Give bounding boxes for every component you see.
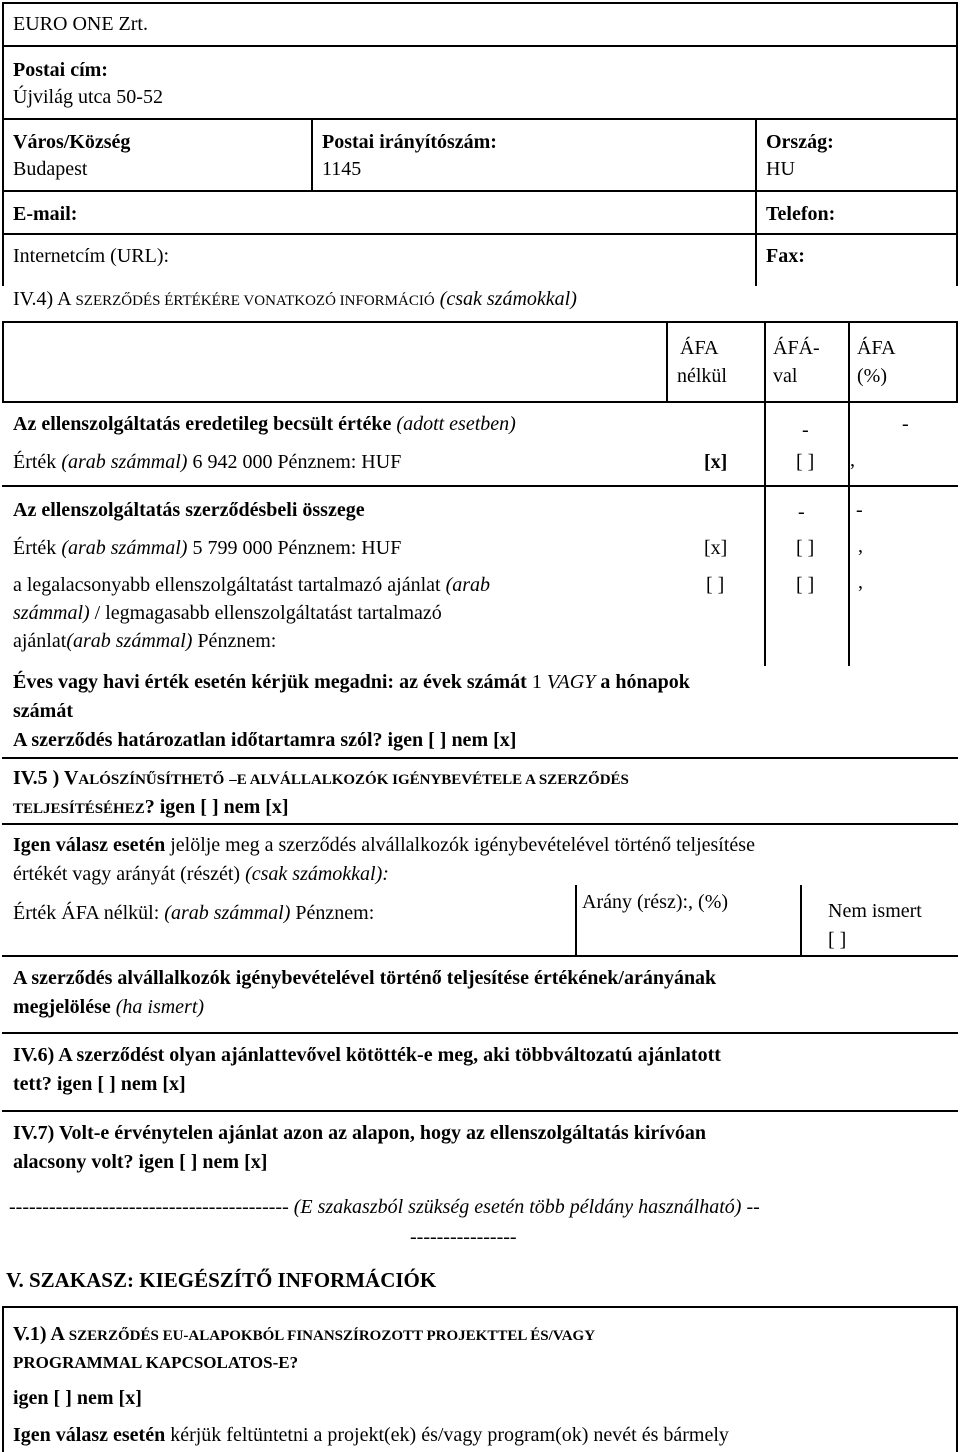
range-line-2 bbox=[13, 603, 442, 623]
frame-top bbox=[2, 2, 958, 4]
contract-value-label: Az ellenszolgáltatás szerződésbeli összege bbox=[13, 499, 365, 521]
v1-title-a: A bbox=[50, 1323, 64, 1345]
annual-line-1 bbox=[13, 672, 690, 692]
range-no-vat-checkbox[interactable]: [ ] bbox=[706, 574, 725, 596]
iv5-answer: ? igen [ ] nem [x] bbox=[144, 796, 289, 818]
v1-yes-line bbox=[13, 1425, 729, 1445]
col-no-vat-left bbox=[666, 321, 668, 401]
v1-title: SZERZŐDÉS EU-ALAPOKBÓL FINANSZÍROZOTT PROJEKTTEL ÉS/VAGY bbox=[68, 1328, 596, 1344]
iv5-yes-text: jelölje meg a szerződés alvállalkozók igénybevételével történő teljesítése bbox=[170, 834, 755, 856]
separator-line-1 bbox=[9, 1197, 760, 1217]
estimated-dash-pct: - bbox=[902, 413, 909, 435]
col-pct-left bbox=[848, 321, 850, 666]
annual-line-2: számát bbox=[13, 700, 73, 722]
range-line-3-text: ajánlat bbox=[13, 630, 67, 652]
rule-after-city bbox=[2, 190, 958, 192]
iv4-number: IV.4) bbox=[13, 288, 54, 310]
range-line-3-note: (arab számmal) bbox=[66, 630, 193, 652]
estimated-value-label bbox=[13, 414, 516, 434]
v1-yes-text: kérjük feltüntetni a projekt(ek) és/vagy program(ok) nevét és bármely bbox=[170, 1424, 729, 1446]
rule-v-left bbox=[2, 1306, 4, 1452]
col-header-with-vat-1: ÁFÁ- bbox=[773, 337, 820, 359]
estimated-no-vat-checkbox[interactable]: [x] bbox=[704, 451, 728, 473]
v1-yes-bold: Igen válasz esetén bbox=[13, 1424, 166, 1446]
value-note: (arab számmal) bbox=[61, 451, 188, 473]
iv5-title-a: V bbox=[63, 767, 79, 789]
v1-answer: igen [ ] nem [x] bbox=[13, 1387, 142, 1409]
col-header-pct-1: ÁFA bbox=[857, 337, 896, 359]
iv5-unknown-checkbox[interactable]: [ ] bbox=[828, 929, 847, 951]
zip-label: Postai irányítószám: bbox=[322, 131, 497, 153]
iv5-heading-line-2 bbox=[13, 797, 289, 817]
city-label: Város/Község bbox=[13, 131, 131, 153]
iv5-mark-line-1: A szerződés alvállalkozók igénybevételével történő teljesítése értékének/arányának bbox=[13, 967, 717, 989]
rule-after-address bbox=[2, 118, 958, 120]
iv5-mark-line-2 bbox=[13, 997, 204, 1017]
iv4-title: SZERZŐDÉS ÉRTÉKÉRE VONATKOZÓ INFORMÁCIÓ bbox=[75, 293, 435, 309]
iv5-ratio-divider bbox=[575, 885, 577, 956]
annual-text: Éves vagy havi érték esetén kérjük megadni: az évek számát bbox=[13, 671, 527, 693]
rule-before-iv6 bbox=[2, 1032, 958, 1034]
iv5-value-currency: Pénznem: bbox=[295, 902, 375, 924]
estimated-label-text: Az ellenszolgáltatás eredetileg becsült értéke bbox=[13, 413, 392, 435]
estimated-comma: , bbox=[850, 449, 855, 471]
col-header-no-vat-1: ÁFA bbox=[680, 337, 719, 359]
iv5-mark-bold: megjelölése bbox=[13, 996, 111, 1018]
rule-iv5-value-bottom bbox=[2, 955, 958, 957]
col-header-with-vat-2: val bbox=[773, 365, 798, 387]
v1-number: V.1) bbox=[13, 1323, 47, 1345]
range-line-3-currency: Pénznem: bbox=[197, 630, 277, 652]
iv5-yes-bold: Igen válasz esetén bbox=[13, 834, 166, 856]
contract-value-note: (arab számmal) bbox=[61, 537, 188, 559]
city-value: Budapest bbox=[13, 158, 88, 180]
email-label: E-mail: bbox=[13, 203, 78, 225]
iv7-line-2: alacsony volt? igen [ ] nem [x] bbox=[13, 1151, 268, 1173]
zip-value: 1145 bbox=[322, 158, 362, 180]
rule-after-email bbox=[2, 233, 958, 235]
rule-v-right bbox=[956, 1306, 958, 1452]
iv5-mark-note: (ha ismert) bbox=[115, 996, 205, 1018]
range-line-2-text: / legmagasabb ellenszolgáltatást tartalmazó bbox=[94, 602, 442, 624]
col-header-pct-2: (%) bbox=[857, 365, 887, 387]
range-with-vat-checkbox[interactable]: [ ] bbox=[796, 574, 815, 596]
range-line-1-text: a legalacsonyabb ellenszolgáltatást tartalmazó ajánlat bbox=[13, 574, 441, 596]
v1-question-line-1 bbox=[13, 1324, 595, 1344]
rule-iv5-top bbox=[2, 823, 958, 825]
country-label: Ország: bbox=[766, 131, 834, 153]
separator-note: (E szakaszból szükség esetén több példány használható) bbox=[293, 1196, 742, 1218]
separator-dashes: ------------------------------------------ bbox=[9, 1196, 289, 1218]
estimated-label-note: (adott esetben) bbox=[396, 413, 516, 435]
iv5-yes-note: (csak számokkal): bbox=[245, 863, 389, 885]
iv5-yes-line-1 bbox=[13, 835, 755, 855]
indefinite-question: A szerződés határozatlan időtartamra szól? igen [ ] nem [x] bbox=[13, 729, 517, 751]
iv5-value-note: (arab számmal) bbox=[164, 902, 291, 924]
annual-years: 1 bbox=[531, 671, 542, 693]
contract-no-vat-checkbox[interactable]: [x] bbox=[704, 537, 728, 559]
iv5-value-line bbox=[13, 903, 374, 923]
table-header-bottom bbox=[2, 401, 958, 403]
annual-months: a hónapok bbox=[600, 671, 690, 693]
value-word: Érték bbox=[13, 451, 57, 473]
table-left bbox=[2, 321, 4, 401]
iv5-yes-text-2: értékét vagy arányát (részét) bbox=[13, 863, 241, 885]
range-line-1-note: (arab bbox=[445, 574, 491, 596]
url-label: Internetcím (URL): bbox=[13, 245, 170, 267]
iv5-title-b: ALÓSZÍNŰSÍTHETŐ bbox=[78, 772, 225, 788]
country-value: HU bbox=[766, 158, 795, 180]
col-zip-divider bbox=[311, 118, 313, 190]
iv5-heading-line-1 bbox=[13, 768, 629, 788]
company-name: EURO ONE Zrt. bbox=[13, 13, 148, 35]
iv5-unknown-label: Nem ismert bbox=[828, 900, 922, 922]
estimated-value-line bbox=[13, 452, 401, 472]
table-top bbox=[2, 321, 958, 323]
iv5-yes-line-2 bbox=[13, 864, 389, 884]
contract-comma: , bbox=[858, 535, 863, 557]
col-country-divider bbox=[755, 118, 757, 286]
rule-before-iv7 bbox=[2, 1110, 958, 1112]
phone-label: Telefon: bbox=[766, 203, 836, 225]
postal-address-value: Újvilág utca 50-52 bbox=[13, 86, 163, 108]
iv7-line-1: IV.7) Volt-e érvénytelen ajánlat azon az alapon, hogy az ellenszolgáltatás kirívóan bbox=[13, 1122, 706, 1144]
iv4-title-a: A bbox=[57, 288, 71, 310]
iv5-unknown-divider bbox=[800, 885, 802, 956]
postal-address-label: Postai cím: bbox=[13, 59, 108, 81]
range-comma: , bbox=[858, 571, 863, 593]
contract-with-vat-checkbox[interactable]: [ ] bbox=[796, 537, 815, 559]
col-with-vat-left bbox=[764, 321, 766, 666]
estimated-dash-with-vat: - bbox=[802, 419, 809, 441]
range-line-3 bbox=[13, 631, 276, 651]
table-row1-bottom bbox=[2, 485, 958, 487]
section-v-heading: V. SZAKASZ: KIEGÉSZÍTŐ INFORMÁCIÓK bbox=[6, 1268, 437, 1292]
iv5-number: IV.5 ) bbox=[13, 767, 60, 789]
v1-question-line-2: PROGRAMMAL KAPCSOLATOS-E? bbox=[13, 1353, 299, 1372]
fax-label: Fax: bbox=[766, 245, 805, 267]
iv5-ratio: Arány (rész):, (%) bbox=[582, 891, 729, 913]
annual-or: VAGY bbox=[546, 671, 596, 693]
estimated-amount: 6 942 000 Pénznem: HUF bbox=[192, 451, 402, 473]
contract-dash-pct: - bbox=[856, 499, 863, 521]
iv5-title-d: TELJESÍTÉSÉHEZ bbox=[13, 801, 145, 817]
separator-tail: -- bbox=[746, 1196, 760, 1218]
rule-after-company bbox=[2, 45, 958, 47]
separator-line-2: ---------------- bbox=[410, 1226, 517, 1248]
col-header-no-vat-2: nélkül bbox=[677, 365, 727, 387]
rule-v-top bbox=[2, 1306, 958, 1308]
iv5-title-c: –E ALVÁLLALKOZÓK IGÉNYBEVÉTELE A SZERZŐDÉS bbox=[229, 772, 629, 788]
contract-value-word: Érték bbox=[13, 537, 57, 559]
estimated-with-vat-checkbox[interactable]: [ ] bbox=[796, 451, 815, 473]
range-line-1 bbox=[13, 575, 490, 595]
iv6-line-2: tett? igen [ ] nem [x] bbox=[13, 1073, 186, 1095]
iv4-title-note: (csak számokkal) bbox=[439, 288, 577, 310]
range-line-2-note: számmal) bbox=[13, 602, 90, 624]
contract-value-line bbox=[13, 538, 401, 558]
rule-before-iv5 bbox=[2, 757, 958, 759]
table-right bbox=[956, 321, 958, 401]
iv6-line-1: IV.6) A szerződést olyan ajánlattevővel kötötték-e meg, aki többváltozatú ajánlatott bbox=[13, 1044, 721, 1066]
iv5-value-label: Érték ÁFA nélkül: bbox=[13, 902, 160, 924]
section-iv4-heading bbox=[13, 289, 577, 309]
contract-dash-with-vat: - bbox=[798, 501, 805, 523]
contract-amount: 5 799 000 Pénznem: HUF bbox=[192, 537, 402, 559]
